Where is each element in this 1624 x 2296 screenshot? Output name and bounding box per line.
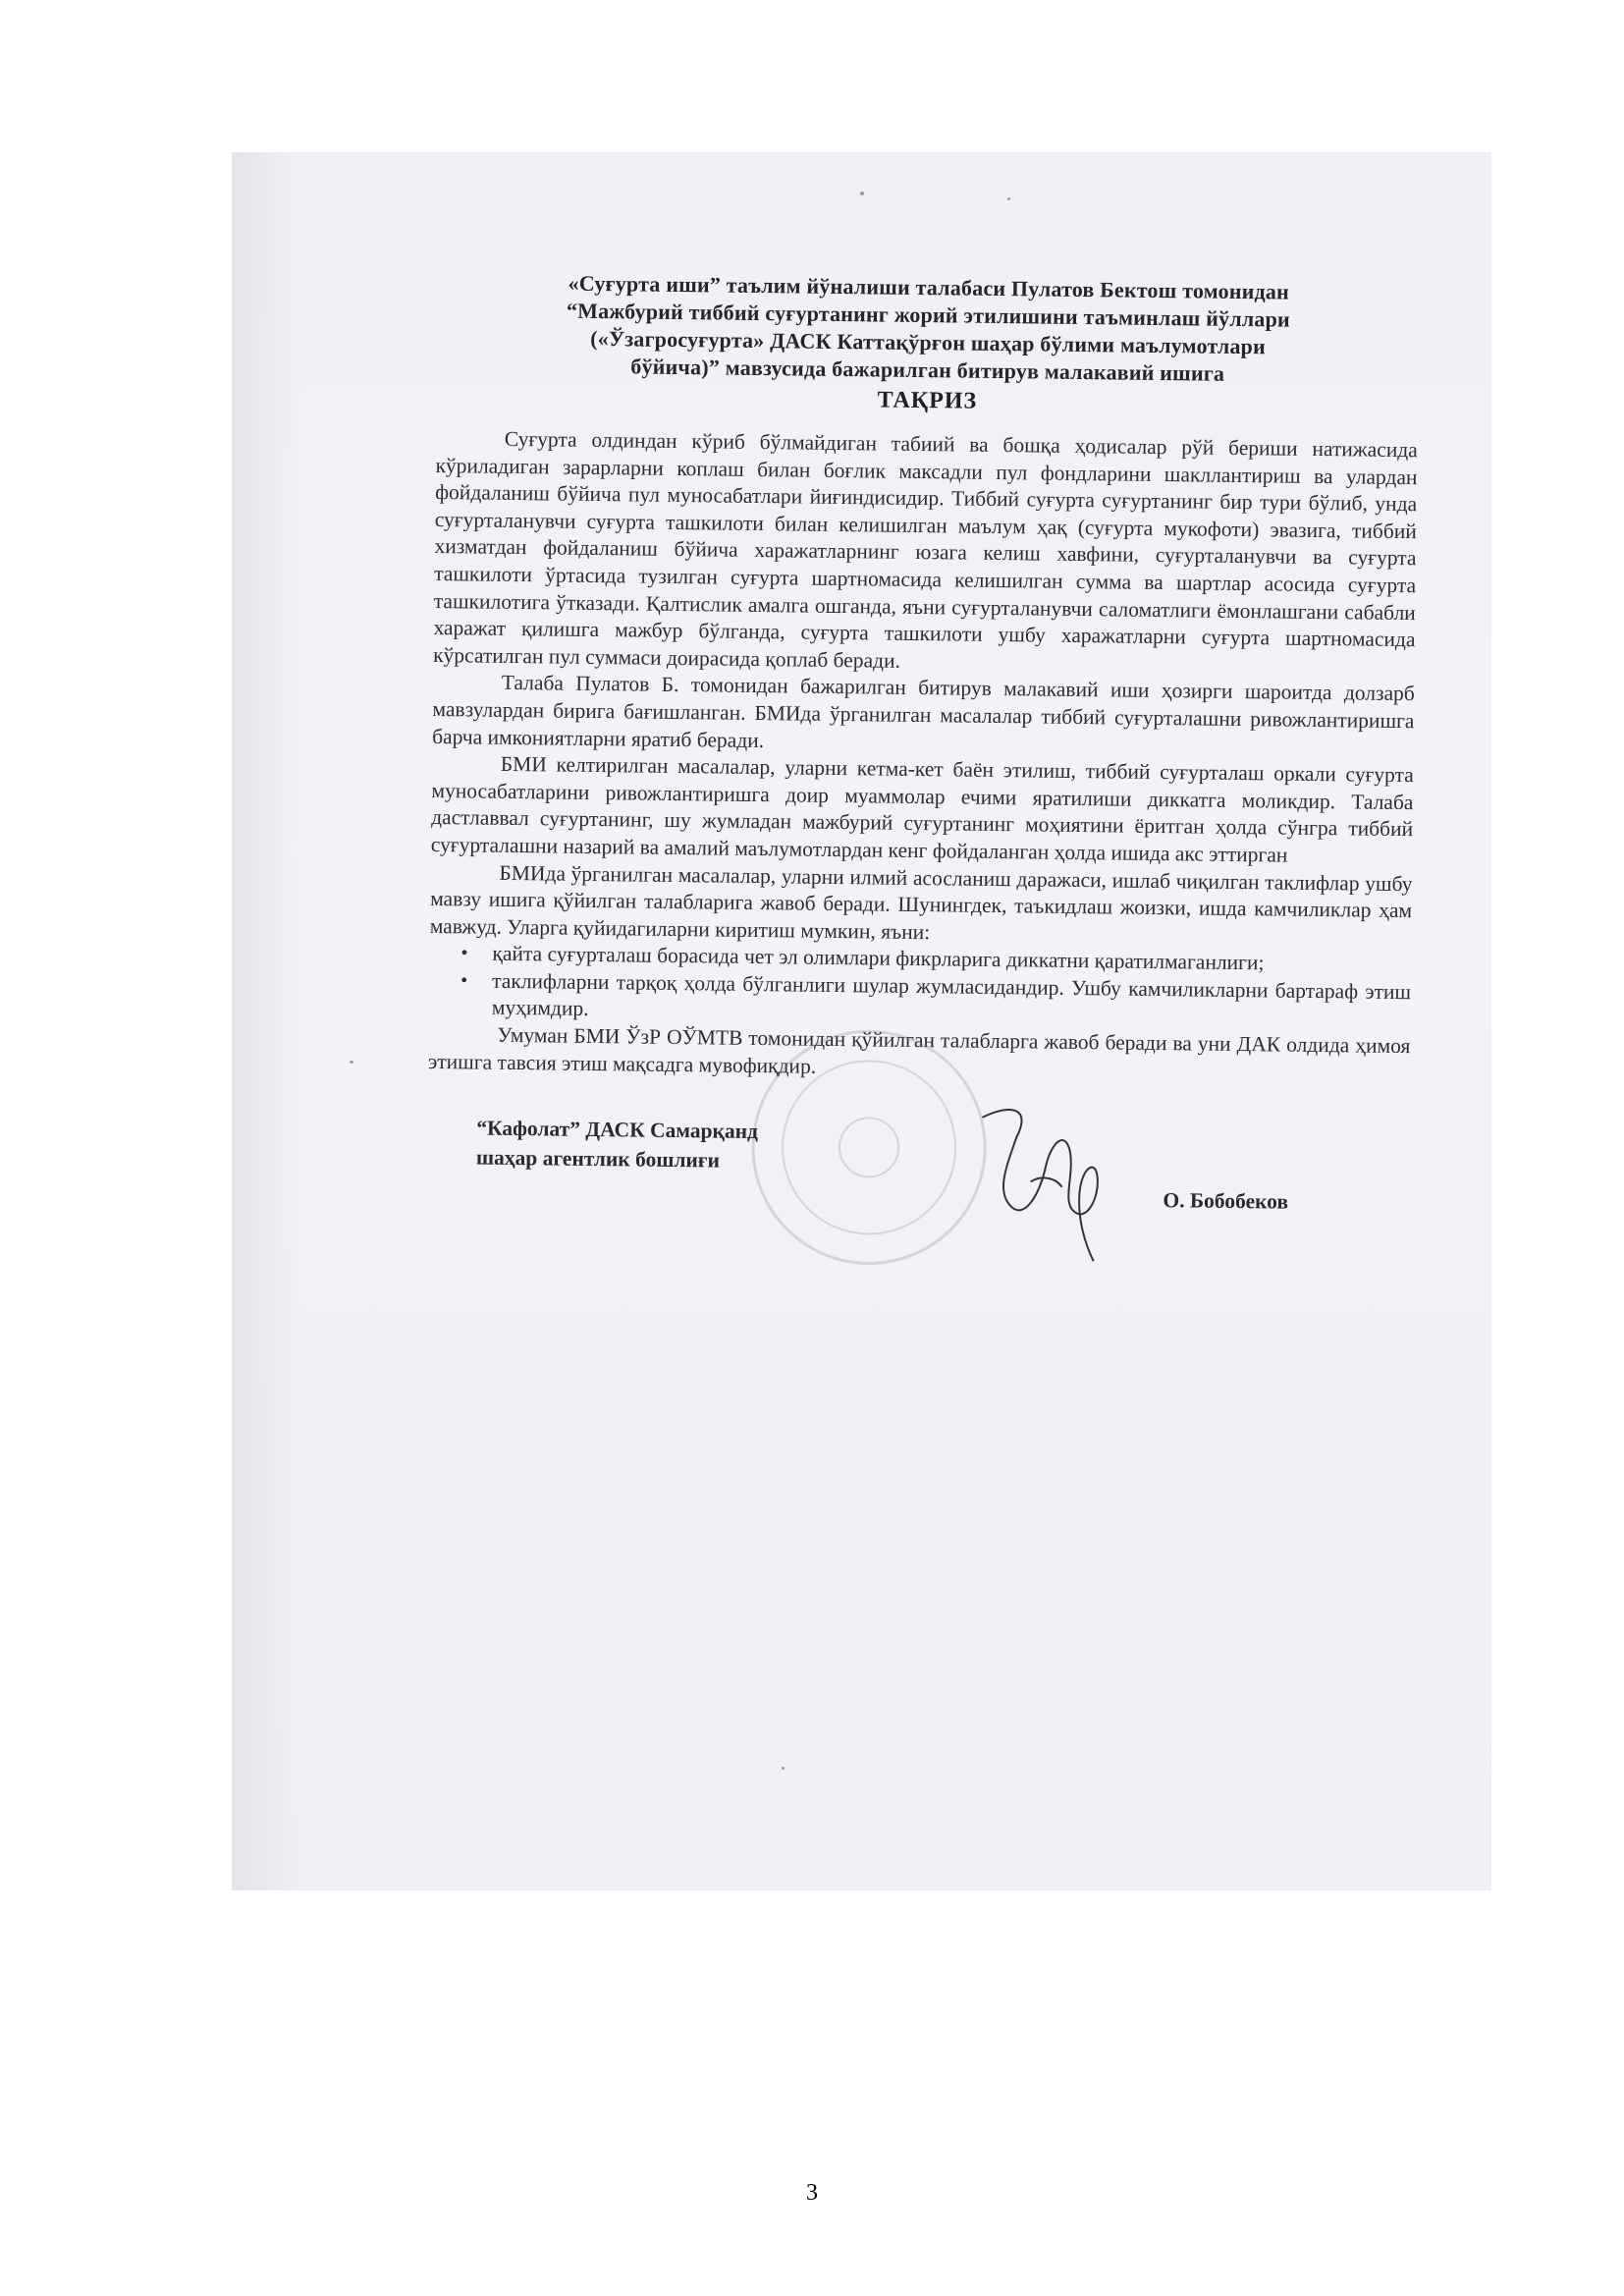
review-title: ТАҚРИЗ [877, 387, 978, 414]
signatory-name: О. Бобобеков [1163, 1188, 1289, 1214]
review-content [426, 268, 1420, 1272]
page-number: 3 [806, 2180, 818, 2206]
heading-line: бўйича)” мавзусида бажарилган битирув малакавий ишига [630, 354, 1225, 386]
stamp-icon [740, 1018, 999, 1277]
scan-speck [1007, 197, 1010, 200]
heading-line: “Мажбурий тиббий суғуртанинг жорий этилишини таъминлаш йўллари [566, 298, 1291, 332]
paragraph-5: Умуман БМИ ЎзР ОЎМТВ томонидан қўйилган талабларга жавоб беради ва уни ДАК олдида ҳимоя этишга тавсия этиш мақсадга мувофиқдир. [427, 1022, 1411, 1078]
scan-shadow-edge [232, 152, 300, 1890]
scan-speck [860, 191, 864, 195]
bullet-icon: • [460, 942, 468, 964]
remark-text: таклифларни тарқоқ ҳолда бўлганлиги шулар жумласидандир. Ушбу камчиликларни бартараф этиш муҳимдир. [491, 968, 1412, 1021]
review-body [428, 425, 1418, 1087]
heading-line: «Суғурта иши” таълим йўналиши талабаси Пулатов Бектош томонидан [568, 270, 1290, 304]
signature-block [426, 1113, 1410, 1272]
signatory-organization [476, 1114, 758, 1175]
remarks-list [429, 940, 1412, 1033]
organization-line: “Кафолат” ДАСК Самарқанд [476, 1116, 759, 1144]
scanned-document [232, 152, 1491, 1890]
organization-line: шаҳар агентлик бошлиғи [475, 1145, 721, 1173]
bullet-icon: • [460, 969, 468, 992]
scan-speck [350, 1061, 353, 1064]
review-heading [437, 268, 1420, 390]
paragraph-1: Суғурта олдиндан кўриб бўлмайдиган табиий ва бошқа ҳодисалар рўй бериши натижасида кўриладиган зарарларни коплаш билан боғлик максадли пул фондларини шакллантириш ва улардан фойдаланиш бўйича пул муносабатлари йиғиндисидир. Тиббий суғурта суғуртанинг бир тури бўлиб, унда суғурталанувчи суғурта ташкилоти билан келишилган маълум ҳақ (суғурта мукофоти) эвазига, тиббий хизматдан фойдаланиш бўйича харажатларнинг юзага келиш хавфини, суғурталанувчи ва суғурта ташкилоти ўртасида тузилган суғурта шартномасида келишилган сумма ва шартлар асосида суғурта ташкилотига ўтказади. Қалтислик амалга ошганда, яъни суғурталанувчи саломатлиги ёмонлашгани сабабли харажат қилишга мажбур бўлганда, суғурта ташкилоти ушбу харажатларни суғурта шартномасида кўрсатилган пул суммаси доирасида қоплаб беради. [433, 426, 1418, 673]
scan-speck [782, 1767, 785, 1770]
paragraph-2: Талаба Пулатов Б. томонидан бажарилган битирув малакавий иши ҳозирги шароитда долзарб мавзулардан бирига бағишланган. БМИда ўрганилган масалалар тиббий суғурталашни ривожлантиришга барча имкониятларни яратиб беради. [432, 671, 1415, 752]
handwritten-signature-icon [971, 1098, 1120, 1267]
heading-line: («Ўзагросуғурта» ДАСК Каттақўрғон шаҳар бўлими маълумотлари [590, 325, 1267, 359]
paragraph-3: БМИ келтирилган масалалар, уларни кетма-кет баён этилиш, тиббий суғурталаш оркали суғурта муносабатларини ривожлантиришга доир муаммолар ечими яратилиши диккатга моликдир. Талаба дастлаввал суғуртанинг, шу жумладан мажбурий суғуртанинг моҳиятини ёритган ҳолда сўнгра тиббий суғурталашни назарий ва амалий маълумотлардан кенг фойдаланган ҳолда ишида акс эттирган [430, 751, 1414, 867]
paragraph-4: БМИда ўрганилган масалалар, уларни илмий асосланиш даражаси, ишлаб чиқилган таклифлар ушбу мавзу ишига қўйилган талабларига жавоб беради. Шунингдек, таъкидлаш жоизки, ишда камчиликлар ҳам мавжуд. Уларга қуйидагиларни киритиш мумкин, яъни: [429, 860, 1413, 944]
remark-text: қайта суғурталаш борасида чет эл олимлари фикрларига диккатни қаратилмаганлиги; [492, 942, 1265, 975]
